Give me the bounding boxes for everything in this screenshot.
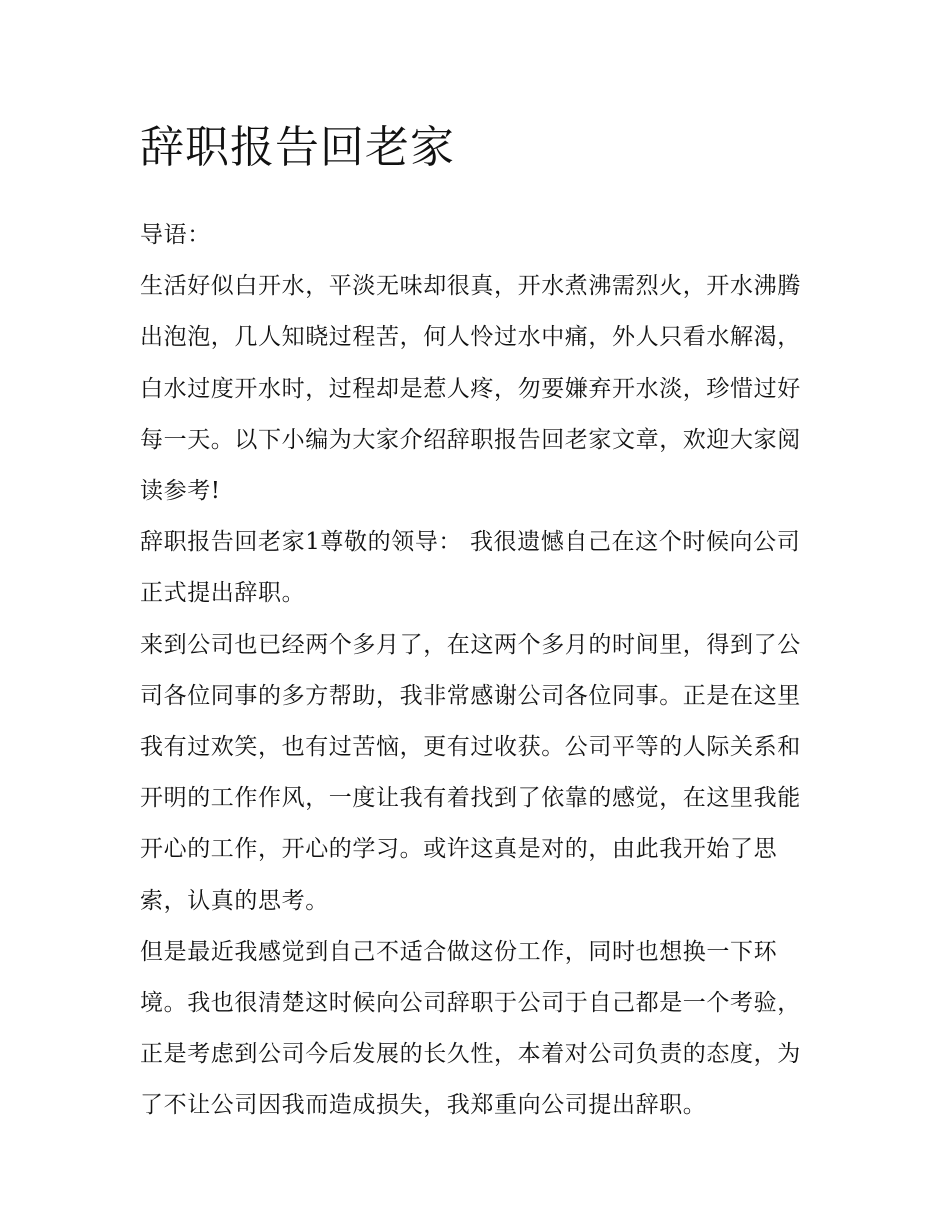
body-paragraph-reason: 但是最近我感觉到自己不适合做这份工作，同时也想换一下环境。我也很清楚这时候向公司辞职于公司于自己都是一个考验，正是考虑到公司今后发展的长久性，本着对公司负责的态度，为了不让公司因我而造成损失，我郑重向公司提出辞职。 xyxy=(140,938,801,1119)
document-title: 辞职报告回老家 xyxy=(140,122,455,173)
intro-label: 导语： xyxy=(140,222,211,248)
body-paragraph-gratitude: 来到公司也已经两个多月了，在这两个多月的时间里，得到了公司各位同事的多方帮助，我非常感谢公司各位同事。正是在这里我有过欢笑，也有过苦恼，更有过收获。公司平等的人际关系和开明的工作作风，一度让我有着找到了依靠的感觉，在这里我能开心的工作，开心的学习。或许这真是对的，由此我开始了思索，认真的思考。 xyxy=(140,631,801,914)
letter-opening-paragraph: 辞职报告回老家1尊敬的领导： 我很遗憾自己在这个时候向公司正式提出辞职。 xyxy=(140,529,801,607)
intro-paragraph: 生活好似白开水，平淡无味却很真，开水煮沸需烈火，开水沸腾出泡泡，几人知晓过程苦，何人怜过水中痛，外人只看水解渴，白水过度开水时，过程却是惹人疼，勿要嫌弃开水淡，珍惜过好每一天。以下小编为大家介绍辞职报告回老家文章，欢迎大家阅读参考! xyxy=(140,273,801,505)
document-body xyxy=(140,112,816,1132)
